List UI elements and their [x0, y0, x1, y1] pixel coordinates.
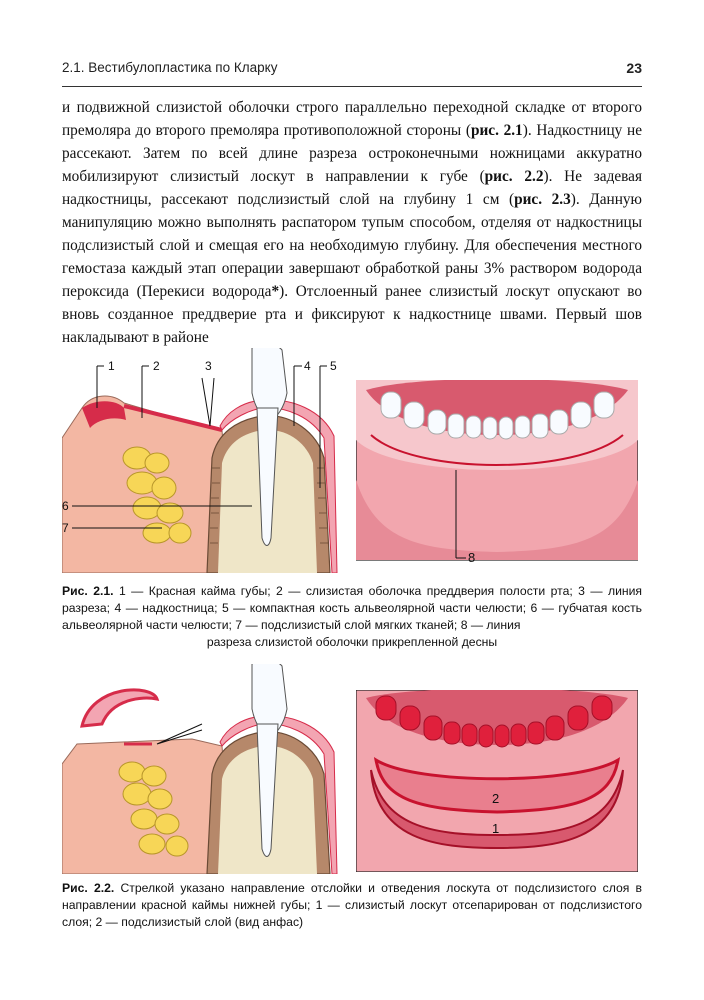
cross-section-illustration	[62, 348, 347, 573]
caption-text-last: разреза слизистой оболочки прикрепленной десны	[206, 635, 498, 649]
caption-text: Стрелкой указано направление отслойки и отведения лоскута от подслизистого слоя в направлении красной каймы нижней губы; 1 — слизистый лоскут отсепарирован от подслизистого слоя; 2 — подслизистый слой (вид анфас)	[62, 881, 642, 929]
label-1: 1	[108, 359, 115, 373]
caption-label: Рис. 2.2.	[62, 881, 115, 895]
caption-text: 1 — Красная кайма губы; 2 — слизистая оболочка преддверия полости рта; 3 — линия разреза; 4 — надкостница; 5 — компактная кость альвеолярной части челюсти; 6 — губчатая кость альвеолярной части челюсти; 7 — подслизистый слой мягких тканей; 8 — линия	[62, 584, 643, 632]
text-run: ). Данную манипуляцию можно выполнять распатором тупым способом, отделяя от надкостницы подслизистый слой и смещая его на необходимую глубину. Для обеспечения местного гемостаза каждый этап операции завершают обработкой раны 3% раствором водорода пероксида (Перекиси водорода	[62, 191, 642, 300]
text-run: ). Не задевая надкостницы, рассекают подслизистый слой на глубину 1 см (	[62, 168, 643, 208]
label-7: 7	[62, 521, 69, 535]
label-5: 5	[330, 359, 337, 373]
label-1: 1	[492, 821, 500, 836]
page-header	[62, 60, 642, 87]
caption-label: Рис. 2.1.	[62, 584, 114, 598]
flap-section-illustration	[62, 664, 347, 874]
text-run: и подвижной слизистой оболочки строго параллельно переходной складке от второго премоляра до второго премоляра противоположной стороны (	[62, 99, 642, 139]
figure-ref-2-1[interactable]: рис. 2.1	[470, 122, 523, 139]
label-2: 2	[153, 359, 160, 373]
frontal-view-illustration	[356, 380, 638, 580]
flap-frontal-illustration	[356, 690, 638, 872]
figure-2-1-frontal	[356, 380, 638, 580]
figure-2-1-caption	[62, 583, 642, 651]
figure-2-2-frontal	[356, 690, 638, 872]
text-run: ). Отслоенный ранее слизистый лоскут опускают во вновь созданное преддверие рта и фиксируют к надкостнице швами. Первый шов накладывают в районе	[62, 283, 642, 346]
figure-2-2-caption	[62, 880, 642, 931]
label-4: 4	[304, 359, 311, 373]
figure-ref-2-2[interactable]: рис. 2.2	[484, 168, 544, 185]
figure-2-1-section	[62, 348, 347, 573]
figure-ref-2-3[interactable]: рис. 2.3	[514, 191, 571, 208]
page-number: 23	[626, 60, 642, 76]
label-8: 8	[468, 550, 476, 565]
figure-2-2-section	[62, 664, 347, 874]
footnote-asterisk: *	[271, 283, 280, 300]
label-3: 3	[205, 359, 212, 373]
text-run: ). Надкостницу не рассекают. Затем по всей длине разреза остроконечными ножницами аккуратно мобилизируют слизистый лоскут в направлении к губе (	[62, 122, 642, 185]
label-2: 2	[492, 791, 500, 806]
running-title: 2.1. Вестибулопластика по Кларку	[62, 60, 278, 75]
label-6: 6	[62, 499, 69, 513]
body-paragraph	[62, 96, 642, 349]
flap	[82, 690, 157, 726]
